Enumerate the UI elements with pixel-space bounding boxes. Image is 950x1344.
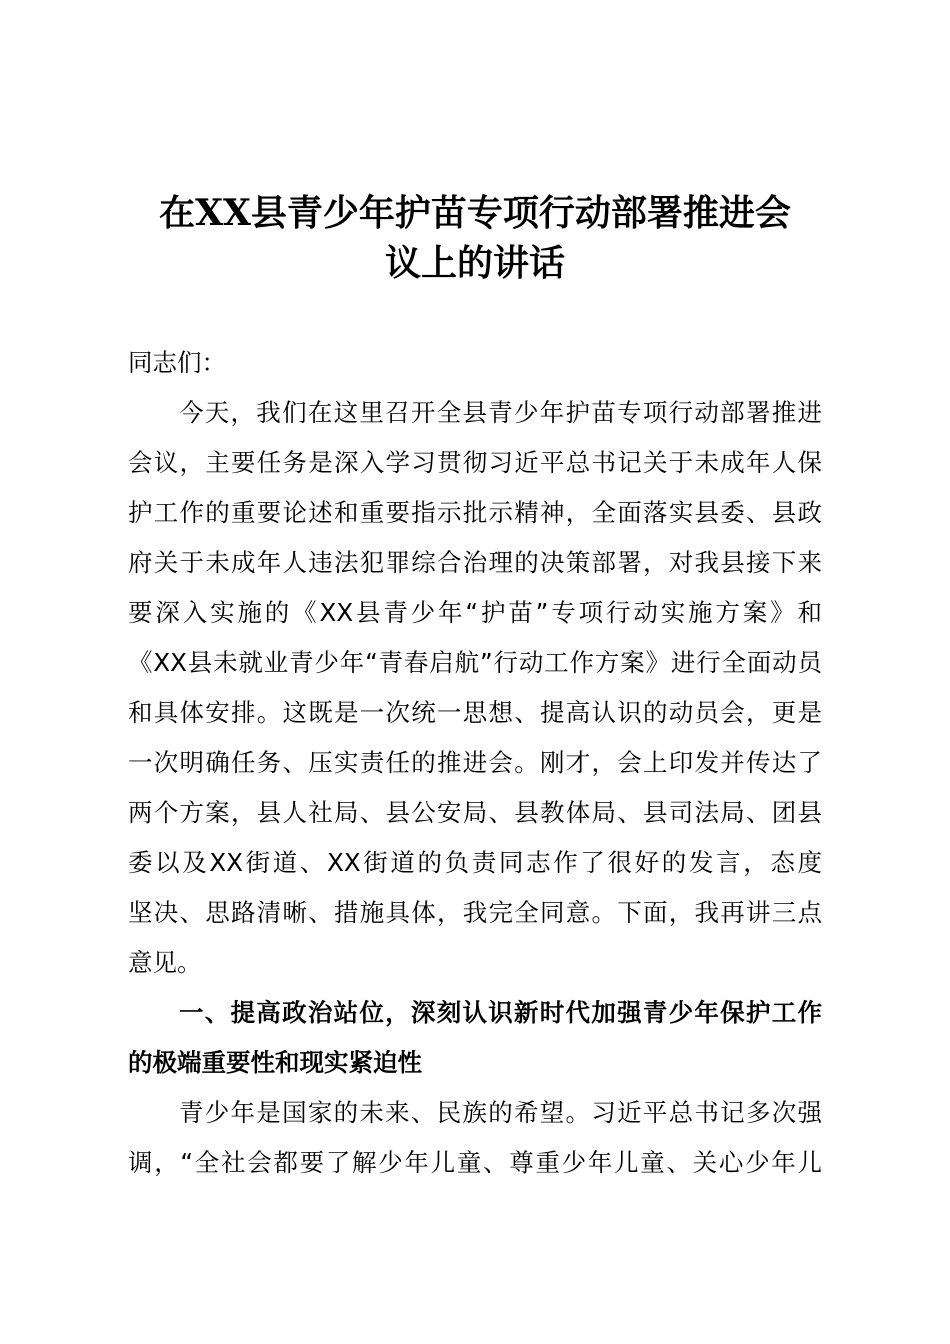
salutation <box>128 338 822 388</box>
text-line: 委以及XX街道、XX街道的负责同志作了很好的发言，态度 <box>128 848 822 877</box>
heading-line: 一、提高政治站位，深刻认识新时代加强青少年保护工作 <box>179 998 822 1027</box>
heading-line: 的极端重要性和现实紧迫性 <box>128 1048 422 1077</box>
section-heading-1 <box>128 988 822 1088</box>
paragraph-opening <box>128 388 822 988</box>
text-line: 会议，主要任务是深入学习贯彻习近平总书记关于未成年人保 <box>128 448 822 477</box>
text-line: 今天，我们在这里召开全县青少年护苗专项行动部署推进 <box>179 398 822 427</box>
text-line: 府关于未成年人违法犯罪综合治理的决策部署，对我县接下来 <box>128 548 822 577</box>
title-line-2: 议上的讲话 <box>384 242 565 284</box>
text-line: 意见。 <box>128 948 202 977</box>
document-body <box>128 338 822 1188</box>
text-line: 两个方案，县人社局、县公安局、县教体局、县司法局、团县 <box>128 798 822 827</box>
text-line: 要深入实施的《XX县青少年“护苗”专项行动实施方案》和 <box>128 598 822 627</box>
text-line: 《XX县未就业青少年“青春启航”行动工作方案》进行全面动员 <box>128 648 822 677</box>
text-line: 调，“全社会都要了解少年儿童、尊重少年儿童、关心少年儿 <box>128 1148 822 1177</box>
text-line: 一次明确任务、压实责任的推进会。刚才，会上印发并传达了 <box>128 748 822 777</box>
salutation-text: 同志们： <box>128 348 226 377</box>
text-line: 和具体安排。这既是一次统一思想、提高认识的动员会，更是 <box>128 698 822 727</box>
document-title <box>128 188 822 288</box>
text-line: 护工作的重要论述和重要指示批示精神，全面落实县委、县政 <box>128 498 822 527</box>
text-line: 坚决、思路清晰、措施具体，我完全同意。下面，我再讲三点 <box>128 898 822 927</box>
paragraph-section-1 <box>128 1088 822 1188</box>
title-line-1: 在XX县青少年护苗专项行动部署推进会 <box>159 192 791 234</box>
text-line: 青少年是国家的未来、民族的希望。习近平总书记多次强 <box>179 1098 822 1127</box>
